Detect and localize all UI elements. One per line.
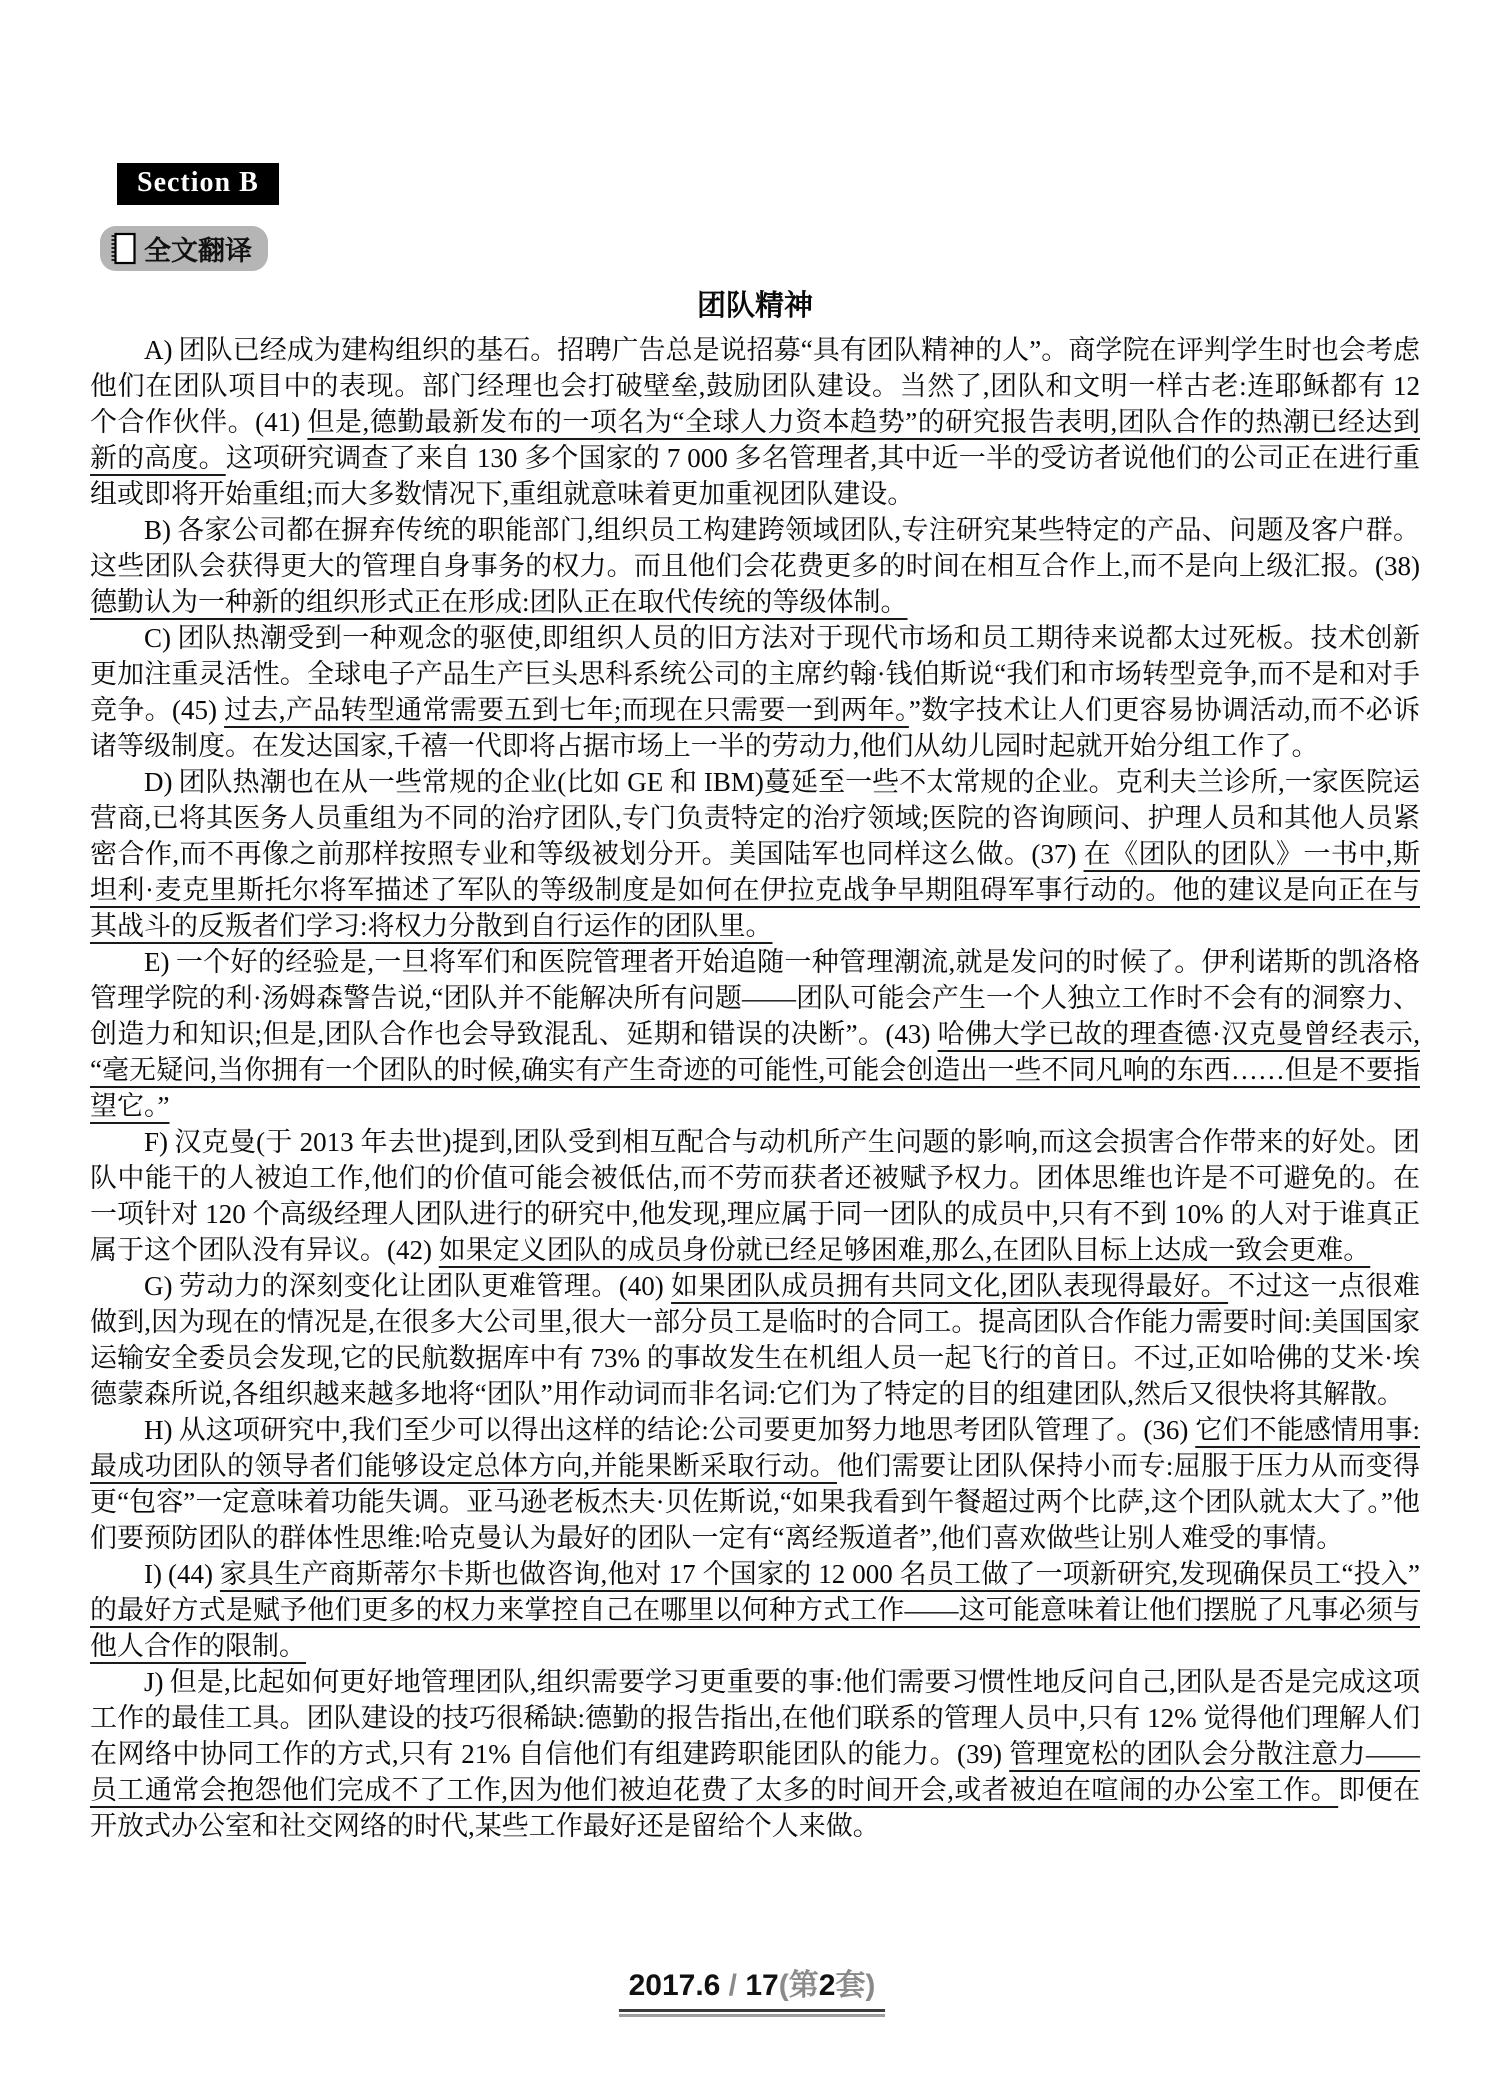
footer-page-number xyxy=(619,1960,886,2012)
body-text: (44) xyxy=(167,1559,220,1589)
paragraph-J xyxy=(90,1664,1420,1844)
passage-title: 团队精神 xyxy=(696,290,813,322)
fulltext-translation-badge xyxy=(100,226,268,271)
paragraph-label: A) xyxy=(144,335,173,365)
footer-segment: / xyxy=(720,1969,746,2002)
paragraph-I xyxy=(90,1556,1420,1664)
body-text: 从这项研究中,我们至少可以得出这样的结论:公司要更加努力地思考团队管理了。(36) xyxy=(178,1415,1196,1445)
underlined-answer-sentence: 管理宽松的团队会分散注意力——员工通常会抱怨他们完成不了工作,因为他们被迫花费了太多的时间开会,或者被迫在喧闹的办公室工作。 xyxy=(90,1739,1421,1805)
underlined-answer-sentence: 德勤认为一种新的组织形式正在形成:团队正在取代传统的等级体制。 xyxy=(90,587,908,617)
footer-segment: 2 xyxy=(818,1969,836,2002)
underlined-answer-sentence: 在《团队的团队》一书中,斯坦利·麦克里斯托尔将军描述了军队的等级制度是如何在伊拉克战争早期阻碍军事行动的。他的建议是向正在与其战斗的反叛者们学习:将权力分散到自行运作的团队里。 xyxy=(90,839,1421,941)
paragraph-E xyxy=(90,944,1420,1124)
body-text: 不过这一点很难做到,因为现在的情况是,在很多大公司里,很大一部分员工是临时的合同工。提高团队合作能力需要时间:美国国家运输安全委员会发现,它的民航数据库中有 73% 的事故发生在机组人员一起飞行的首日。不过,正如哈佛的艾米·埃德蒙森所说,各组织越来越多地将“团队”用作动词而非名词:它们为了特定的目的组建团队,然后又很快将其解散。 xyxy=(90,1271,1421,1409)
underlined-answer-sentence: 它们不能感情用事:最成功团队的领导者们能够设定总体方向,并能果断采取行动。 xyxy=(90,1415,1420,1481)
section-b-header: Section B xyxy=(117,163,279,205)
footer-segment: (第 xyxy=(778,1969,819,2002)
paragraph-H xyxy=(90,1412,1420,1556)
badge-label: 全文翻译 xyxy=(144,236,252,266)
paragraph-label: I) xyxy=(144,1559,162,1589)
underlined-answer-sentence: 家具生产商斯蒂尔卡斯也做咨询,他对 17 个国家的 12 000 名员工做了一项新研究,发现确保员工“投入”的最好方式是赋予他们更多的权力来掌控自己在哪里以何种方式工作——这可能意味着让他们摆脱了凡事必须与他人合作的限制。 xyxy=(90,1559,1421,1661)
paragraph-label: H) xyxy=(144,1415,173,1445)
body-text: 一个好的经验是,一旦将军们和医院管理者开始追随一种管理潮流,就是发问的时候了。伊利诺斯的凯洛格管理学院的利·汤姆森警告说,“团队并不能解决所有问题——团队可能会产生一个人独立工作时不会有的洞察力、创造力和知识;但是,团队合作也会导致混乱、延期和错误的决断”。(43) xyxy=(90,947,1420,1049)
body-text: ”数字技术让人们更容易协调活动,而不必诉诸等级制度。在发达国家,千禧一代即将占据市场上一半的劳动力,他们从幼儿园时起就开始分组工作了。 xyxy=(90,695,1420,761)
body-text: 团队热潮也在从一些常规的企业(比如 GE 和 IBM)蔓延至一些不太常规的企业。克利夫兰诊所,一家医院运营商,已将其医务人员重组为不同的治疗团队,专门负责特定的治疗领域;医院的咨询顾问、护理人员和其他人员紧密合作,而不再像之前那样按照专业和等级被划分开。美国陆军也同样这么做。(37) xyxy=(90,767,1420,869)
underlined-answer-sentence: 但是,德勤最新发布的一项名为“全球人力资本趋势”的研究报告表明,团队合作的热潮已经达到新的高度。 xyxy=(90,407,1420,473)
paragraph-label: J) xyxy=(144,1667,164,1697)
body-text: 劳动力的深刻变化让团队更难管理。(40) xyxy=(178,1271,672,1301)
body-text: 但是,比起如何更好地管理团队,组织需要学习更重要的事:他们需要习惯性地反问自己,团队是否是完成这项工作的最佳工具。团队建设的技巧很稀缺:德勤的报告指出,在他们联系的管理人员中,只有 12% 觉得他们理解人们在网络中协同工作的方式,只有 21% 自信他们有组建跨职能团队的能力。(39) xyxy=(90,1667,1420,1769)
page-footer xyxy=(0,1960,1504,2012)
paragraph-label: C) xyxy=(144,623,171,653)
paragraph-G xyxy=(90,1268,1420,1412)
body-text: 各家公司都在摒弃传统的职能部门,组织员工构建跨领域团队,专注研究某些特定的产品、问题及客户群。这些团队会获得更大的管理自身事务的权力。而且他们会花费更多的时间在相互合作上,而不是向上级汇报。(38) xyxy=(90,515,1420,581)
paragraph-F xyxy=(90,1124,1420,1268)
notebook-icon xyxy=(109,232,137,266)
underlined-answer-sentence: 如果定义团队的成员身份就已经足够困难,那么,在团队目标上达成一致会更难。 xyxy=(438,1235,1371,1265)
paragraph-B xyxy=(90,512,1420,620)
underlined-answer-sentence: 哈佛大学已故的理查德·汉克曼曾经表示,“毫无疑问,当你拥有一个团队的时候,确实有产生奇迹的可能性,可能会创造出一些不同凡响的东西……但是不要指望它。” xyxy=(90,1019,1420,1121)
footer-segment: 2017.6 xyxy=(628,1969,721,2002)
paragraph-A xyxy=(90,332,1420,512)
footer-segment: 17 xyxy=(745,1969,779,2002)
paragraph-label: B) xyxy=(144,515,171,545)
paragraph-C xyxy=(90,620,1420,764)
passage-body xyxy=(90,332,1420,1844)
paragraph-label: G) xyxy=(144,1271,173,1301)
underlined-answer-sentence: 如果团队成员拥有共同文化,团队表现得最好。 xyxy=(671,1271,1229,1301)
body-text: 团队热潮受到一种观念的驱使,即组织人员的旧方法对于现代市场和员工期待来说都太过死板。技术创新更加注重灵活性。全球电子产品生产巨头思科系统公司的主席约翰·钱伯斯说“我们和市场转型竞争,而不是和对手竞争。(45) xyxy=(90,623,1420,725)
paragraph-label: F) xyxy=(144,1127,169,1157)
paragraph-label: D) xyxy=(144,767,173,797)
paragraph-D xyxy=(90,764,1420,944)
body-text: 即便在开放式办公室和社交网络的时代,某些工作最好还是留给个人来做。 xyxy=(90,1775,1421,1841)
body-text: 汉克曼(于 2013 年去世)提到,团队受到相互配合与动机所产生问题的影响,而这会损害合作带来的好处。团队中能干的人被迫工作,他们的价值可能会被低估,而不劳而获者还被赋予权力。团体思维也许是不可避免的。在一项针对 120 个高级经理人团队进行的研究中,他发现,理应属于同一团队的成员中,只有不到 10% 的人对于谁真正属于这个团队没有异议。(42) xyxy=(90,1127,1420,1265)
body-text: 他们需要让团队保持小而专:屈服于压力从而变得更“包容”一定意味着功能失调。亚马逊老板杰夫·贝佐斯说,“如果我看到午餐超过两个比萨,这个团队就太大了。”他们要预防团队的群体性思维:哈克曼认为最好的团队一定有“离经叛道者”,他们喜欢做些让别人难受的事情。 xyxy=(90,1451,1420,1553)
underlined-answer-sentence: 过去,产品转型通常需要五到七年;而现在只需要一到两年。 xyxy=(224,695,909,725)
footer-segment: 套) xyxy=(835,1969,876,2002)
paragraph-label: E) xyxy=(144,947,170,977)
body-text: 这项研究调查了来自 130 多个国家的 7 000 多名管理者,其中近一半的受访者说他们的公司正在进行重组或即将开始重组;而大多数情况下,重组就意味着更加重视团队建设。 xyxy=(90,443,1421,509)
body-text: 团队已经成为建构组织的基石。招聘广告总是说招募“具有团队精神的人”。商学院在评判学生时也会考虑他们在团队项目中的表现。部门经理也会打破壁垒,鼓励团队建设。当然了,团队和文明一样古老:连耶稣都有 12 个合作伙伴。(41) xyxy=(90,335,1420,437)
